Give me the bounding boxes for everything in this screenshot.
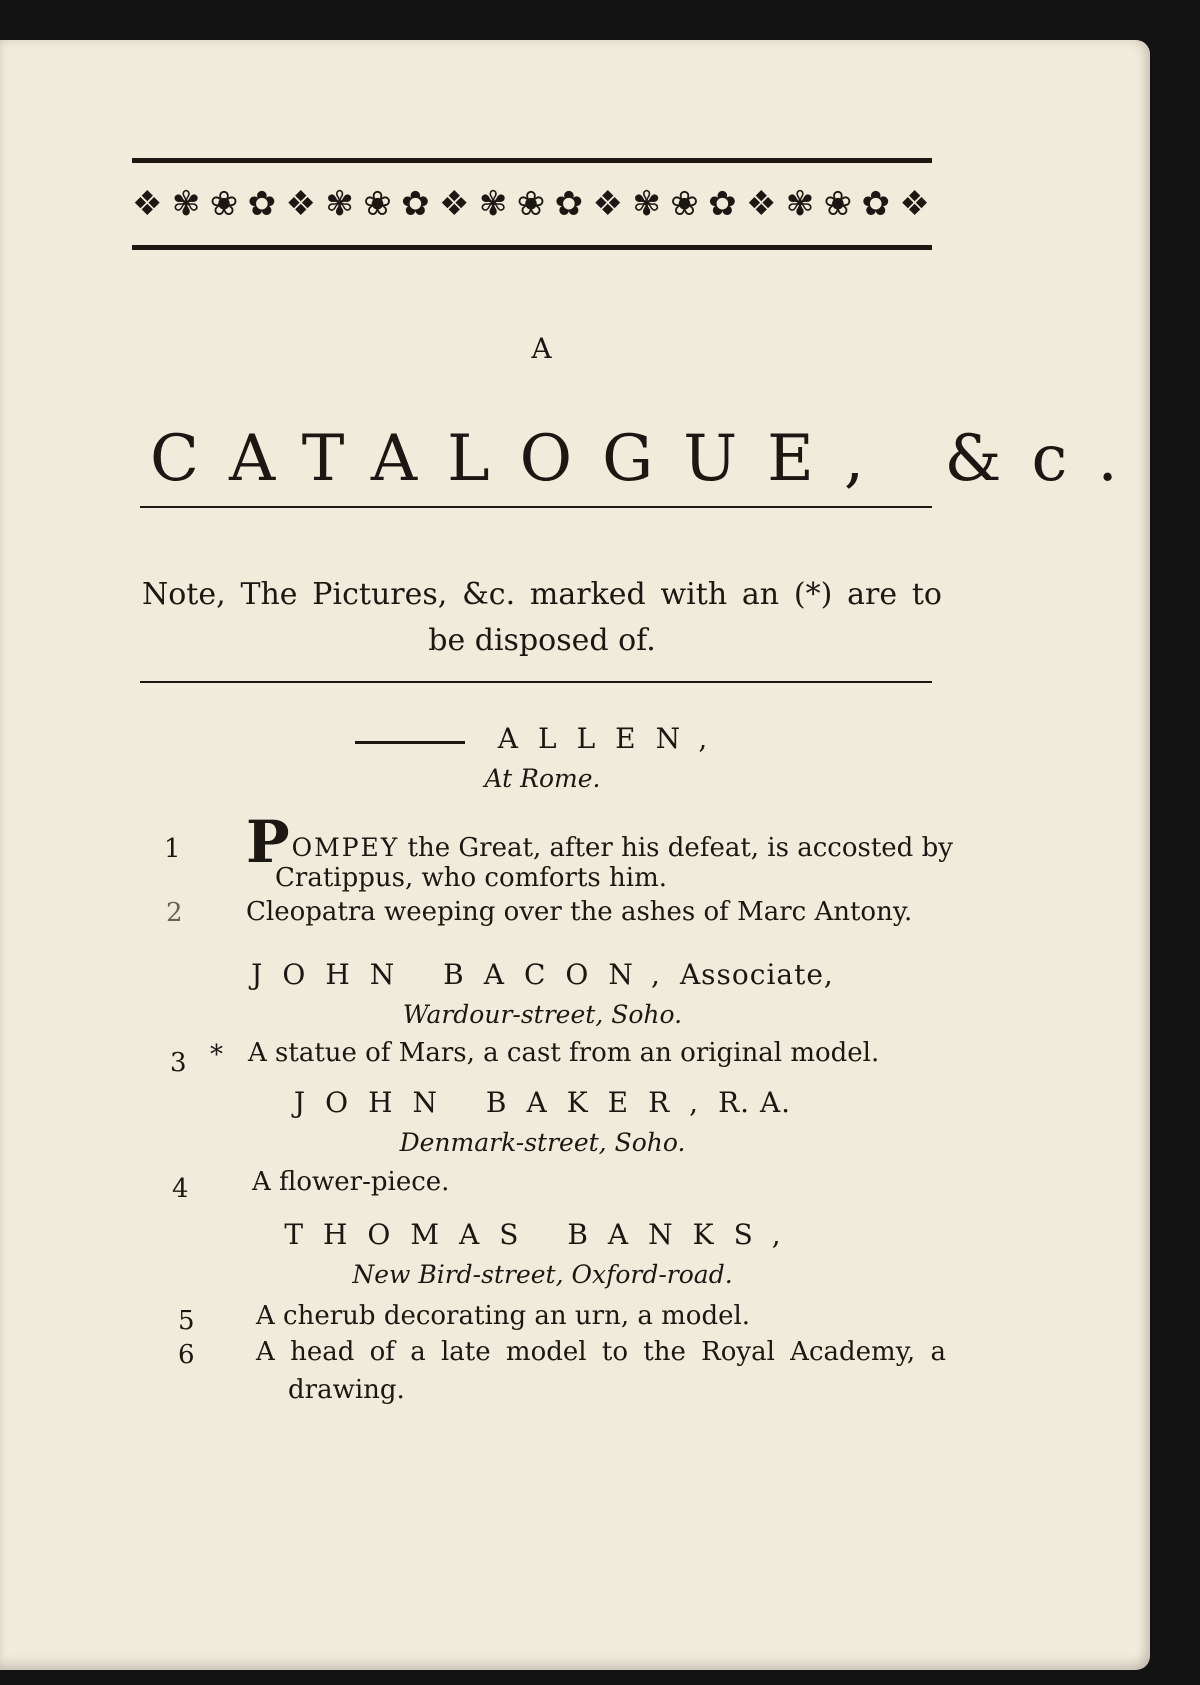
entry-number: 6 bbox=[178, 1340, 195, 1370]
artist-name: JOHN BAKER, bbox=[293, 1086, 719, 1119]
page-title: CATALOGUE, &c. bbox=[150, 422, 1148, 496]
address-john-bacon: Wardour-street, Soho. bbox=[402, 1000, 683, 1029]
note-line-2: be disposed of. bbox=[428, 623, 656, 658]
note-paragraph bbox=[142, 572, 942, 664]
entry-number: 4 bbox=[172, 1174, 189, 1204]
entry-text: the Great, after his defeat, is accosted by bbox=[399, 833, 953, 863]
address-allen: At Rome. bbox=[484, 764, 601, 793]
artist-rank: Associate, bbox=[679, 958, 834, 991]
artist-rank: R. A. bbox=[718, 1086, 792, 1119]
rule-top bbox=[140, 506, 932, 508]
address-thomas-banks: New Bird-street, Oxford-road. bbox=[352, 1260, 733, 1289]
entry-number: 1 bbox=[164, 834, 181, 864]
entry-lead: OMPEY bbox=[291, 833, 400, 862]
catalogue-entry: A head of a late model to the Royal Academy, a bbox=[256, 1337, 946, 1367]
drop-capital: P bbox=[246, 808, 290, 876]
catalogue-entry: A flower-piece. bbox=[252, 1167, 450, 1197]
entry-continuation: Cratippus, who comforts him. bbox=[275, 863, 668, 893]
title-article: A bbox=[531, 332, 554, 365]
artist-john-baker bbox=[0, 1086, 1085, 1119]
address-john-baker: Denmark-street, Soho. bbox=[399, 1128, 686, 1157]
artist-john-bacon bbox=[0, 958, 1085, 991]
entry-continuation: drawing. bbox=[288, 1375, 405, 1405]
note-line-1: Note, The Pictures, &c. marked with an (*) are to bbox=[142, 577, 942, 612]
entry-number: 3 bbox=[170, 1048, 187, 1078]
ornamental-headpiece: ❖ ✾ ❀ ✿ ❖ ✾ ❀ ✿ ❖ ✾ ❀ ✿ ❖ ✾ ❀ ✿ ❖ ✾ ❀ ✿ ❖ bbox=[132, 158, 932, 250]
catalogue-entry: A statue of Mars, a cast from an original model. bbox=[248, 1038, 880, 1068]
artist-thomas-banks: THOMAS BANKS, bbox=[284, 1218, 801, 1251]
rule-bottom bbox=[140, 681, 932, 683]
disposal-marker: * bbox=[210, 1040, 223, 1070]
entry-number: 5 bbox=[178, 1306, 195, 1336]
entry-number: 2 bbox=[166, 898, 183, 928]
catalogue-entry: Cleopatra weeping over the ashes of Marc Antony. bbox=[246, 897, 913, 927]
artist-name: JOHN BACON, bbox=[251, 958, 680, 991]
artist-allen: ALLEN, bbox=[497, 722, 728, 755]
catalogue-page bbox=[0, 40, 1150, 1670]
catalogue-entry: A cherub decorating an urn, a model. bbox=[256, 1301, 751, 1331]
